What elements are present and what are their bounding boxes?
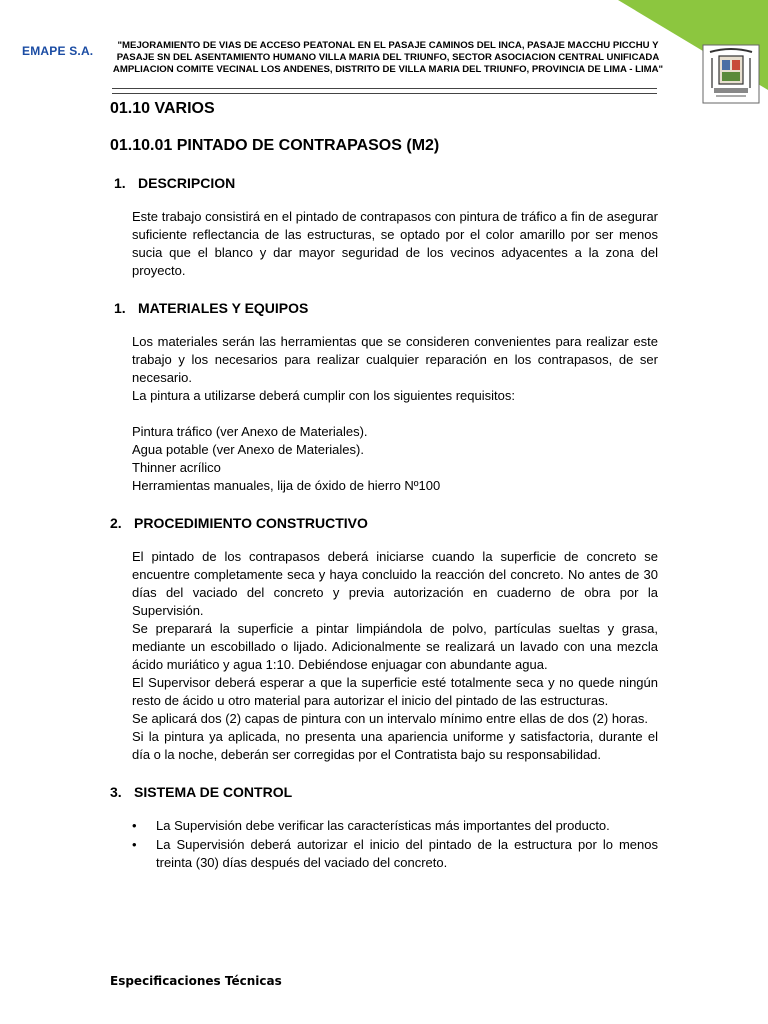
item-heading: 01.10.01 PINTADO DE CONTRAPASOS (M2) xyxy=(110,137,440,154)
bullet-icon: • xyxy=(132,818,137,833)
section-heading: 01.10 VARIOS xyxy=(110,100,215,117)
document-body xyxy=(110,98,658,873)
list-item xyxy=(132,817,658,835)
paragraph: El pintado de los contrapasos deberá iniciarse cuando la superficie de concreto se encuentre completamente seca y haya concluido la reacción del concreto. No antes de 30 días del vaciado del concreto y previa autorización en cuaderno de obra por la Supervisión. xyxy=(132,549,658,618)
paragraph-gap xyxy=(132,405,658,423)
section-title-text: SISTEMA DE CONTROL xyxy=(134,784,293,800)
section-number: 3. xyxy=(110,784,122,800)
bullet-list xyxy=(132,817,658,872)
section-number: 2. xyxy=(110,515,122,531)
bullet-icon: • xyxy=(132,837,137,852)
header-divider xyxy=(112,88,657,94)
material-item: Pintura tráfico (ver Anexo de Materiales). xyxy=(132,424,368,439)
paragraph: Se preparará la superficie a pintar limpiándola de polvo, partículas sueltas y grasa, mediante un escobillado o lijado. Adicionalmente se realizará un lavado con una mezcla ácido muriático y agua 1:10. Debiéndose enjuagar con abundante agua. xyxy=(132,621,658,672)
paragraph: La pintura a utilizarse deberá cumplir con los siguientes requisitos: xyxy=(132,388,515,403)
section-number: 1. xyxy=(114,300,126,316)
material-item: Herramientas manuales, lija de óxido de hierro Nº100 xyxy=(132,478,441,493)
section-title-text: PROCEDIMIENTO CONSTRUCTIVO xyxy=(134,515,368,531)
section-title xyxy=(110,175,658,191)
section-materiales xyxy=(110,300,658,495)
section-text xyxy=(132,333,658,495)
paragraph: Los materiales serán las herramientas que se consideren convenientes para realizar este trabajo y los necesarios para realizar cualquier reparación en los contrapasos, de ser necesario. xyxy=(132,334,658,385)
section-number: 1. xyxy=(114,175,126,191)
paragraph: El Supervisor deberá esperar a que la superficie esté totalmente seca y no quede ningún resto de ácido u otro material para autorizar el inicio del pintado de las estructuras. xyxy=(132,675,658,708)
list-item-text: La Supervisión deberá autorizar el inicio del pintado de la estructura por lo menos treinta (30) días después del vaciado del concreto. xyxy=(156,837,658,870)
section-descripcion xyxy=(110,175,658,280)
list-item-text: La Supervisión debe verificar las características más importantes del producto. xyxy=(156,818,610,833)
page-footer: Especificaciones Técnicas xyxy=(110,974,282,988)
section-title xyxy=(110,300,658,316)
section-sistema-control xyxy=(110,784,658,872)
section-title-text: MATERIALES Y EQUIPOS xyxy=(138,300,309,316)
section-text xyxy=(132,548,658,764)
material-item: Agua potable (ver Anexo de Materiales). xyxy=(132,442,364,457)
municipal-crest-icon xyxy=(702,44,760,104)
project-title: "MEJORAMIENTO DE VIAS DE ACCESO PEATONAL EN EL PASAJE CAMINOS DEL INCA, PASAJE MACCHU PICCHU Y PASAJE SN DEL ASENTAMIENTO HUMANO VILLA MARIA DEL TRIUNFO, SECTOR ASOCIACION CENTRAL UNIFICADA AMPLIACION COMITE VECINAL LOS ANDENES, DISTRITO DE VILLA MARIA DEL TRIUNFO, PROVINCIA DE LIMA - LIMA" xyxy=(112,40,664,76)
section-title xyxy=(110,515,658,531)
section-procedimiento xyxy=(110,515,658,764)
section-text xyxy=(132,208,658,280)
paragraph: Si la pintura ya aplicada, no presenta una apariencia uniforme y satisfactoria, durante el día o la noche, deberán ser corregidas por el Contratista bajo su responsabilidad. xyxy=(132,729,658,762)
list-item xyxy=(132,836,658,872)
material-item: Thinner acrílico xyxy=(132,460,221,475)
paragraph: Este trabajo consistirá en el pintado de contrapasos con pintura de tráfico a fin de asegurar suficiente reflectancia de las estructuras, se optado por el color amarillo por ser menos sucia que el blanco y dar mayor seguridad de los vecinos adyacentes a la zona del proyecto. xyxy=(132,209,658,278)
paragraph: Se aplicará dos (2) capas de pintura con un intervalo mínimo entre ellas de dos (2) horas. xyxy=(132,711,648,726)
emape-logo: EMAPE S.A. xyxy=(22,44,94,58)
section-title-text: DESCRIPCION xyxy=(138,175,236,191)
section-title xyxy=(110,784,658,800)
